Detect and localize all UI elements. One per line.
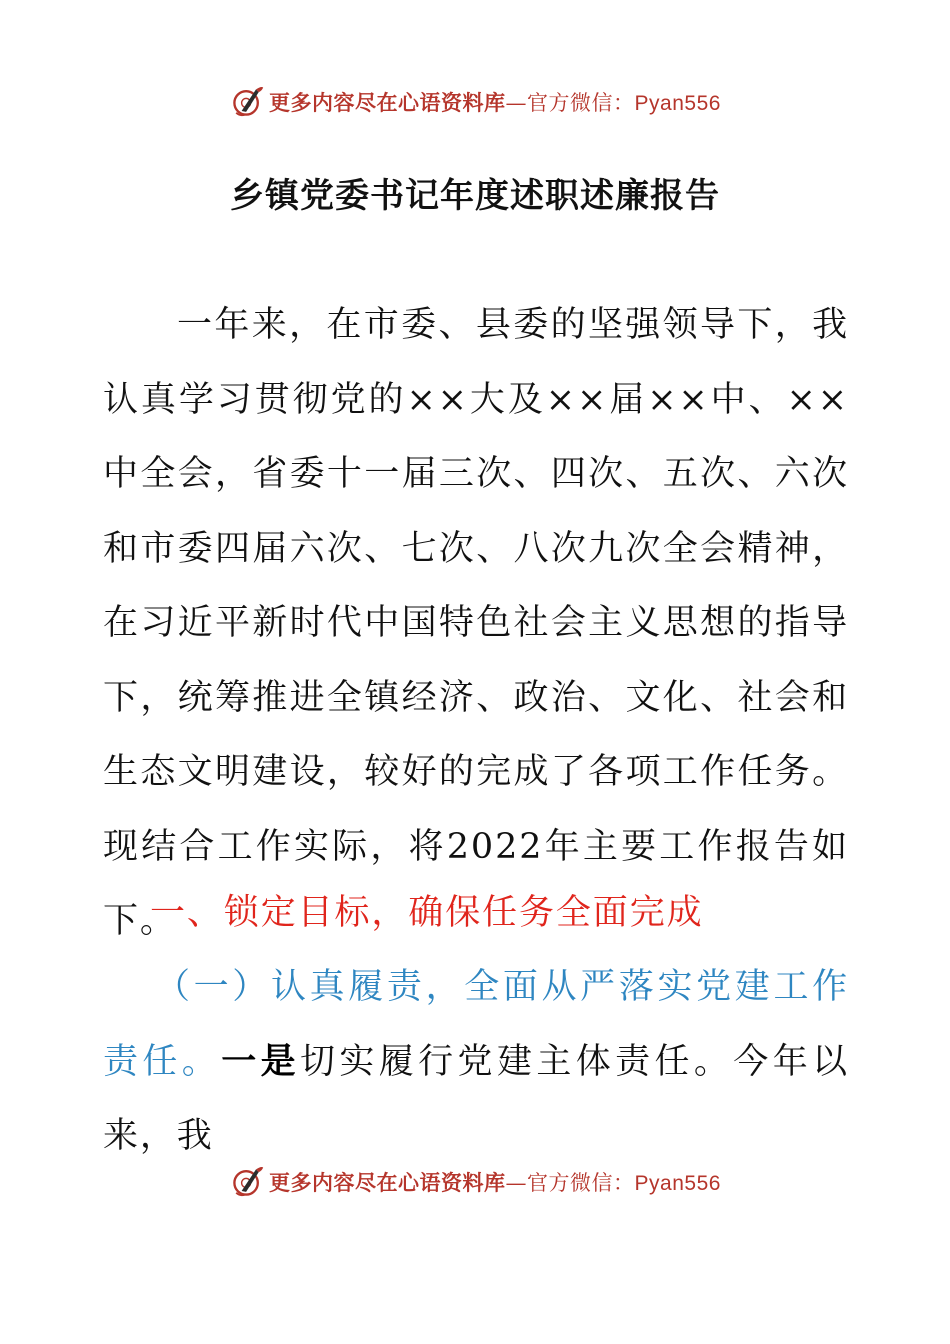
subsection-heading: （一）认真履责，全面从严落实党建工作责任。 bbox=[103, 967, 849, 1082]
document-title: 乡镇党委书记年度述职述廉报告 bbox=[230, 176, 720, 216]
page-header bbox=[0, 80, 950, 124]
quill-logo-icon bbox=[229, 1164, 265, 1200]
wechat-label: 官方微信： bbox=[527, 91, 635, 115]
subsection-text: 切实履行党建主体责任。今年以来，我 bbox=[103, 1041, 849, 1156]
page-footer bbox=[0, 1160, 950, 1204]
brand-dash: — bbox=[505, 91, 528, 115]
brand-name: 更多内容尽在心语资料库 bbox=[269, 1170, 506, 1195]
wechat-id: Pyan556 bbox=[634, 1172, 721, 1195]
brand-banner-footer bbox=[229, 1164, 721, 1200]
brand-banner bbox=[229, 84, 721, 120]
lead-phrase: 一是 bbox=[221, 1040, 300, 1082]
subsection-paragraph bbox=[103, 950, 849, 1174]
wechat-label: 官方微信： bbox=[527, 1171, 635, 1195]
section-heading: 一、锁定目标，确保任务全面完成 bbox=[150, 893, 704, 933]
wechat-id: Pyan556 bbox=[634, 92, 721, 115]
quill-logo-icon bbox=[229, 84, 265, 120]
intro-paragraph: 一年来，在市委、县委的坚强领导下，我认真学习贯彻党的××大及××届××中、××中全会，省委十一届三次、四次、五次、六次和市委四届六次、七次、八次九次全会精神，在习近平新时代中国特色社会主义思想的指导下，统筹推进全镇经济、政治、文化、社会和生态文明建设，较好的完成了各项工作任务。现结合工作实际，将2022年主要工作报告如下。 bbox=[103, 305, 849, 941]
brand-name: 更多内容尽在心语资料库 bbox=[269, 90, 506, 115]
brand-dash: — bbox=[505, 1171, 528, 1195]
